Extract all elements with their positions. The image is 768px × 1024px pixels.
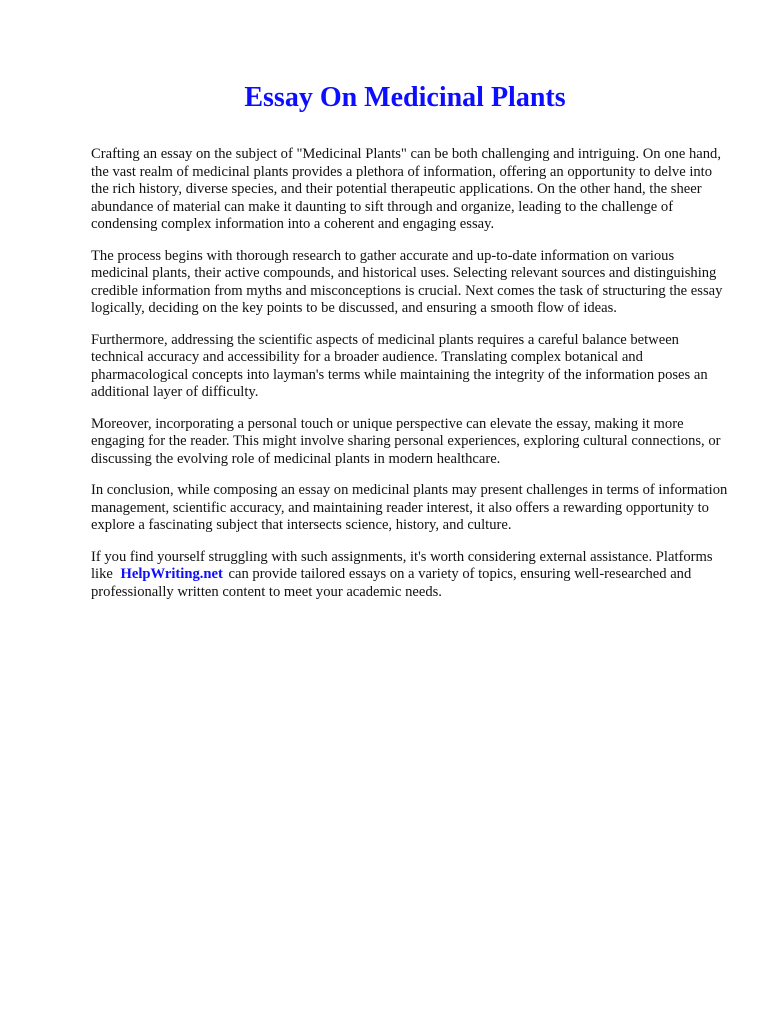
assistance-text-after: can provide tailored essays on a variety of topics, ensuring well-researched and professionally written content to meet your academic needs. <box>91 566 692 600</box>
paragraph-conclusion: In conclusion, while composing an essay on medicinal plants may present challenges in terms of information management, scientific accuracy, and maintaining reader interest, it also offers a rewarding opportunity to explore a fascinating subject that intersects science, history, and culture. <box>91 482 728 533</box>
document-body <box>91 146 731 615</box>
paragraph-personal: Moreover, incorporating a personal touch or unique perspective can elevate the essay, making it more engaging for the reader. This might involve sharing personal experiences, exploring cultural connections, or discussing the evolving role of medicinal plants in modern healthcare. <box>91 415 721 467</box>
helpwriting-link[interactable]: HelpWriting.net <box>120 566 223 582</box>
document-title: Essay On Medicinal Plants <box>244 82 566 113</box>
assistance-text-before: If you find yourself struggling with such assignments, it's worth considering external assistance. Platforms like <box>91 548 713 582</box>
paragraph-scientific: Furthermore, addressing the scientific aspects of medicinal plants requires a careful balance between technical accuracy and accessibility for a broader audience. Translating complex botanical and pharmacological concepts into layman's terms while maintaining the integrity of the information poses an additional layer of difficulty. <box>91 331 708 400</box>
paragraph-assistance <box>91 549 731 602</box>
paragraph-intro: Crafting an essay on the subject of "Medicinal Plants" can be both challenging and intriguing. On one hand, the vast realm of medicinal plants provides a plethora of information, offering an opportunity to delve into the rich history, diverse species, and their potential therapeutic applications. On the other hand, the sheer abundance of material can make it daunting to sift through and organize, leading to the challenge of condensing complex information into a coherent and engaging essay. <box>91 146 721 232</box>
paragraph-research: The process begins with thorough research to gather accurate and up-to-date information on various medicinal plants, their active compounds, and historical uses. Selecting relevant sources and distinguishing credible information from myths and misconceptions is crucial. Next comes the task of structuring the essay logically, deciding on the key points to be discussed, and ensuring a smooth flow of ideas. <box>91 247 723 316</box>
